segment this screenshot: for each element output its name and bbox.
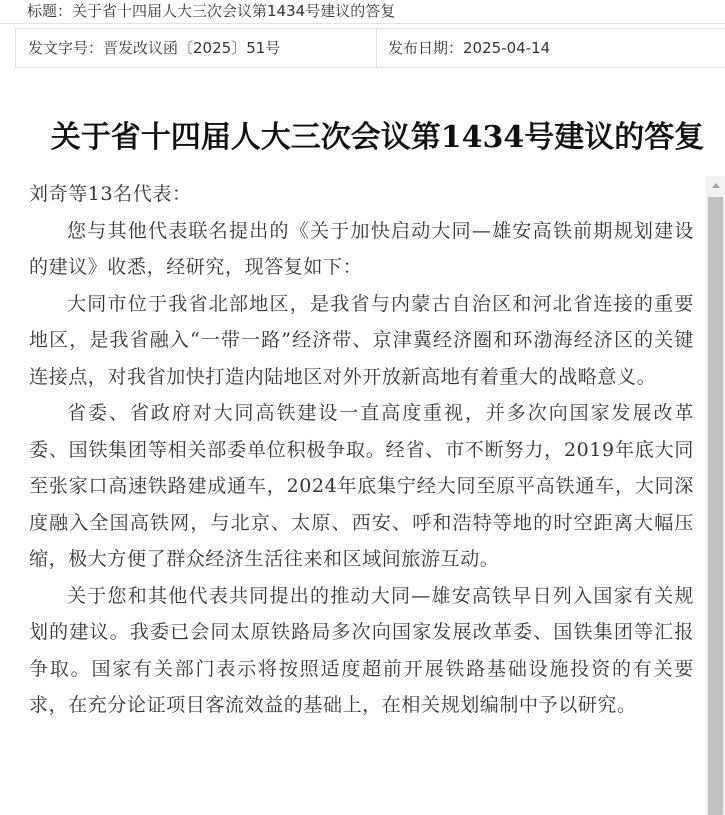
body-paragraph: 大同市位于我省北部地区，是我省与内蒙古自治区和河北省连接的重要地区，是我省融入“一带一路”经济带、京津冀经济圈和环渤海经济区的关键连接点，对我省加快打造内陆地区对外开放新高地有着重大的战略意义。 <box>29 292 694 388</box>
body-paragraph: 关于您和其他代表共同提出的推动大同—雄安高铁早日列入国家有关规划的建议。我委已会同太原铁路局多次向国家发展改革委、国铁集团等汇报争取。国家有关部门表示将按照适度超前开展铁路基础设施投资的有关要求，在充分论证项目客流效益的基础上，在相关规划编制中予以研究。 <box>29 584 694 716</box>
vertical-scrollbar[interactable] <box>706 176 725 815</box>
meta-title-value: 关于省十四届人大三次会议第1434号建议的答复 <box>72 2 396 20</box>
body-paragraph: 省委、省政府对大同高铁建设一直高度重视，并多次向国家发展改革委、国铁集团等相关部委单位积极争取。经省、市不断努力，2019年底大同至张家口高速铁路建成通车，2024年底集宁经大同至原平高铁通车，大同深度融入全国高铁网，与北京、太原、西安、呼和浩特等地的时空距离大幅压缩，极大方便了群众经济生活往来和区域间旅游互动。 <box>29 402 694 570</box>
triangle-up-icon <box>712 183 720 188</box>
body-paragraph: 您与其他代表联名提出的《关于加快启动大同—雄安高铁前期规划建设的建议》收悉，经研究，现答复如下： <box>29 219 694 278</box>
scroll-thumb[interactable] <box>708 197 723 815</box>
publish-date-label: 发布日期： <box>388 39 464 57</box>
doc-number-label: 发文字号： <box>28 39 104 57</box>
publish-date-value: 2025-04-14 <box>463 39 551 57</box>
scroll-up-button[interactable] <box>706 176 725 194</box>
meta-title <box>27 1 395 21</box>
meta-divider <box>376 29 377 67</box>
meta-title-row <box>0 0 725 24</box>
meta-info-row <box>15 28 725 68</box>
doc-number <box>28 29 280 67</box>
doc-number-value: 晋发改议函〔2025〕51号 <box>103 39 281 57</box>
document-title: 关于省十四届人大三次会议第1434号建议的答复 <box>50 120 705 156</box>
publish-date <box>388 29 550 67</box>
salutation: 刘奇等13名代表： <box>29 183 192 205</box>
meta-title-label: 标题： <box>27 2 73 20</box>
document-body <box>29 176 694 724</box>
